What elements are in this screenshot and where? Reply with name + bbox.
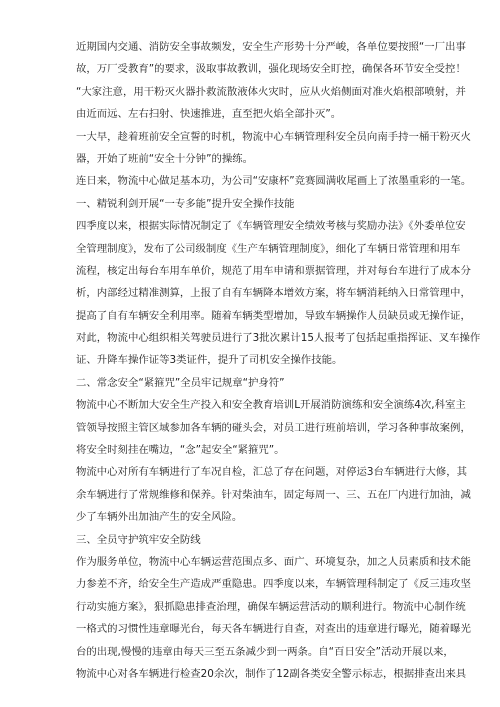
text-line: 物流中心不断加大安全生产投入和安全教育培训L开展消防演练和安全演练4次,科室主 — [76, 399, 466, 412]
text-line: 台的出现,慢慢的违章由每天三至五条减少到一两条。自“百日安全”活动开展以来， — [76, 645, 454, 658]
text-line: 一大早，趁着班前安全宣誓的时机，物流中心车辆管理科安全员向南手持一桶干粉灭火 — [76, 130, 471, 143]
text-line: 由近而远、左右扫射、快速推进，直至把火焰全部扑灭”。 — [76, 108, 342, 121]
text-line: 连日来，物流中心做足基本功，为公司“安康杯”竞赛圆满收尾画上了浓墨重彩的一笔。 — [76, 175, 472, 188]
text-line: 作为服务单位，物流中心车辆运营范围点多、面广、环境复杂，加之人员素质和技术能 — [76, 555, 471, 568]
section-heading-1: 一、精锐利剑开展“一专多能”提升安全操作技能 — [76, 197, 295, 210]
text-line: “大家注意，用干粉灭火器扑救流散液体火灾时，应从火焰侧面对准火焰根部喷射，并 — [76, 85, 466, 98]
text-line: 对此，物流中心组织相关驾驶员进行了3批次累计15人报考了包括起重指挥证、叉车操作 — [76, 332, 481, 345]
text-line: 行动实施方案》，狠抓隐患排查治理，确保车辆运营活动的顺利进行。物流中心制作统 — [76, 600, 466, 613]
section-heading-3: 三、全员守护筑牢安全防线 — [76, 533, 201, 546]
text-line: 一格式的习惯性违章曝光台，每天各车辆进行自查，对查出的违章进行曝光，随着曝光 — [76, 623, 471, 636]
text-line: 全管理制度》，发布了公司级制度《生产车辆管理制度》，细化了车辆日常管理和用车 — [76, 242, 461, 255]
text-line: 物流中心对各车辆进行检查20余次，制作了12副各类安全警示标志，根据排查出来具 — [76, 667, 467, 680]
text-line: 近期国内交通、消防安全事故频发，安全生产形势十分严峻，各单位要按照“一厂出事 — [76, 41, 466, 53]
text-line: 提高了自有车辆安全利用率。随着车辆类型增加，导致车辆操作人员缺员或无操作证， — [76, 309, 471, 322]
document-body — [76, 36, 481, 685]
text-line: 证、升降车操作证等3类证件，提升了司机安全操作技能。 — [76, 354, 343, 367]
text-line: 四季度以来，根据实际情况制定了《车辆管理安全绩效考核与奖励办法》《外委单位安 — [76, 220, 466, 233]
text-line: 少了车辆外出加油产生的安全风险。 — [76, 511, 243, 524]
text-line: 器，开始了班前“安全十分钟”的操练。 — [76, 152, 254, 165]
text-line: 管领导按照主管区域参加各车辆的碰头会，对员工进行班前培训，学习各种事故案例， — [76, 421, 471, 434]
text-line: 余车辆进行了常规维修和保养。针对柴油车，固定每周一、三、五在厂内进行加油，减 — [76, 488, 471, 501]
text-line: 故，万厂受教育”的要求，汲取事故教训，强化现场安全盯控，确保各环节安全受控！ — [76, 63, 466, 76]
text-line: 物流中心对所有车辆进行了车况自检，汇总了存在问题，对停运3台车辆进行大修，其 — [76, 466, 468, 479]
text-line: 力参差不齐，给安全生产造成严重隐患。四季度以来，车辆管理科制定了《反三违攻坚 — [76, 578, 471, 591]
text-line: 析，内部经过精准测算，上报了自有车辆降本增效方案，将车辆消耗纳入日常管理中， — [76, 287, 471, 300]
text-line: 流程，核定出每台车用车单价，规范了用车申请和票据管理，并对每台车进行了成本分 — [76, 264, 471, 277]
section-heading-2: 二、常念安全“紧箍咒”全员牢记规章“护身符” — [76, 376, 285, 389]
text-line: 将安全时刻挂在嘴边，“念”起安全“紧箍咒”。 — [76, 444, 285, 457]
